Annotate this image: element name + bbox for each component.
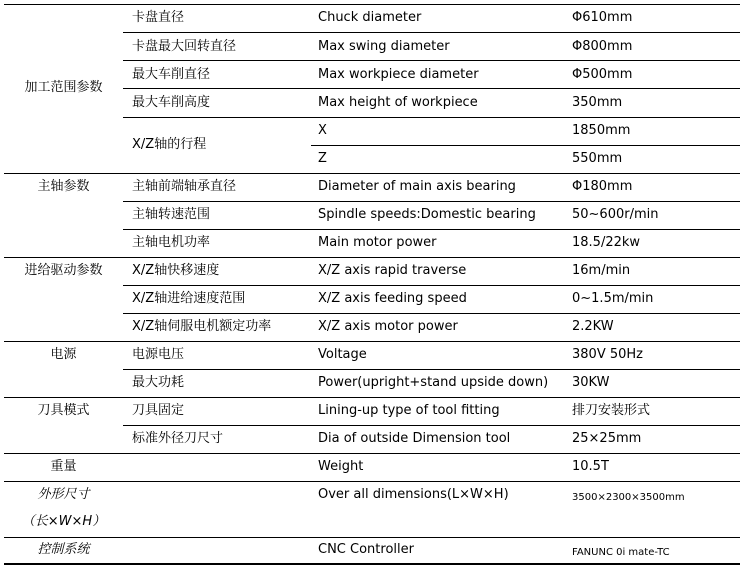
- table-top-border: [4, 4, 740, 5]
- category-weight: 重量: [50, 459, 77, 474]
- row-value: 3500×2300×3500mm: [572, 492, 685, 503]
- row-value: 550mm: [572, 151, 623, 166]
- row-value: Φ500mm: [572, 67, 633, 82]
- row-value: 25×25mm: [572, 431, 642, 446]
- row-value: FANUNC 0i mate-TC: [572, 547, 670, 558]
- category-tool-mode: 刀具模式: [37, 403, 90, 418]
- group-divider: [4, 173, 740, 174]
- row-en-label: Spindle speeds:Domestic bearing: [318, 207, 536, 222]
- row-en-label: Max height of workpiece: [318, 95, 478, 110]
- row-divider: [123, 201, 740, 202]
- row-value: 350mm: [572, 95, 623, 110]
- row-value: 30KW: [572, 375, 610, 390]
- row-en-label: Max workpiece diameter: [318, 67, 479, 82]
- row-en-label: Main motor power: [318, 235, 437, 250]
- group-divider: [4, 341, 740, 342]
- category-feed-drive: 进给驱动参数: [24, 263, 103, 278]
- row-en-label: X/Z axis rapid traverse: [318, 263, 467, 278]
- group-divider: [4, 453, 740, 454]
- row-cn-label: X/Z轴进给速度范围: [132, 291, 246, 306]
- group-divider: [4, 257, 740, 258]
- row-value: 10.5T: [572, 459, 609, 474]
- row-divider: [123, 369, 740, 370]
- row-en-label: CNC Controller: [318, 542, 414, 557]
- row-cn-label: X/Z轴的行程: [132, 137, 207, 152]
- row-en-label: Weight: [318, 459, 364, 474]
- group-divider: [4, 481, 740, 482]
- row-en-label: Voltage: [318, 347, 367, 362]
- row-value: 排刀安装形式: [572, 403, 651, 418]
- row-divider: [123, 313, 740, 314]
- table-bottom-border: [4, 563, 740, 565]
- row-cn-label: X/Z轴快移速度: [132, 263, 220, 278]
- row-cn-label: X/Z轴伺服电机额定功率: [132, 319, 272, 334]
- row-cn-label: 卡盘最大回转直径: [132, 39, 237, 54]
- category-spindle: 主轴参数: [37, 179, 90, 194]
- row-cn-label: 最大车削直径: [132, 67, 211, 82]
- spec-table: [4, 4, 740, 565]
- row-en-label: Max swing diameter: [318, 39, 450, 54]
- row-cn-label: 标准外径刀尺寸: [132, 431, 224, 446]
- row-cn-label: 主轴转速范围: [132, 207, 211, 222]
- row-en-label: X/Z axis motor power: [318, 319, 458, 334]
- row-value: 1850mm: [572, 123, 631, 138]
- row-en-label: Power(upright+stand upside down): [318, 375, 549, 390]
- category-overall-dimensions: 外形尺寸: [37, 487, 90, 502]
- row-divider: [123, 32, 740, 33]
- row-value: 16m/min: [572, 263, 631, 278]
- row-cn-label: 最大功耗: [132, 375, 185, 390]
- row-divider: [311, 145, 740, 146]
- row-divider: [123, 425, 740, 426]
- row-en-label: Diameter of main axis bearing: [318, 179, 516, 194]
- row-en-label: X/Z axis feeding speed: [318, 291, 467, 306]
- category-power: 电源: [50, 347, 77, 362]
- row-value: Φ610mm: [572, 10, 633, 25]
- row-divider: [123, 285, 740, 286]
- row-cn-label: 主轴电机功率: [132, 235, 211, 250]
- row-cn-label: 主轴前端轴承直径: [132, 179, 237, 194]
- row-value: 18.5/22kw: [572, 235, 641, 250]
- group-divider: [4, 537, 740, 538]
- row-cn-label: 卡盘直径: [132, 10, 185, 25]
- row-en-label: Chuck diameter: [318, 10, 422, 25]
- row-divider: [123, 88, 740, 89]
- row-cn-label: 电源电压: [132, 347, 185, 362]
- row-cn-label: 刀具固定: [132, 403, 185, 418]
- category-overall-dimensions-sub: （长×W×H）: [21, 514, 106, 529]
- row-cn-label: 最大车削高度: [132, 95, 211, 110]
- row-value: 0~1.5m/min: [572, 291, 654, 306]
- category-control-system: 控制系统: [37, 542, 90, 557]
- group-divider: [4, 397, 740, 398]
- row-value: 380V 50Hz: [572, 347, 643, 362]
- row-divider: [123, 229, 740, 230]
- row-value: 2.2KW: [572, 319, 614, 334]
- row-divider: [123, 117, 740, 118]
- category-machining-range: 加工范围参数: [24, 80, 103, 95]
- row-en-label: Lining-up type of tool fitting: [318, 403, 500, 418]
- row-en-label: Dia of outside Dimension tool: [318, 431, 511, 446]
- row-en-label: Over all dimensions(L×W×H): [318, 487, 509, 502]
- row-en-label: Z: [318, 151, 327, 166]
- row-value: Φ180mm: [572, 179, 633, 194]
- row-en-label: X: [318, 123, 327, 138]
- row-value: 50~600r/min: [572, 207, 659, 222]
- row-value: Φ800mm: [572, 39, 633, 54]
- row-divider: [123, 60, 740, 61]
